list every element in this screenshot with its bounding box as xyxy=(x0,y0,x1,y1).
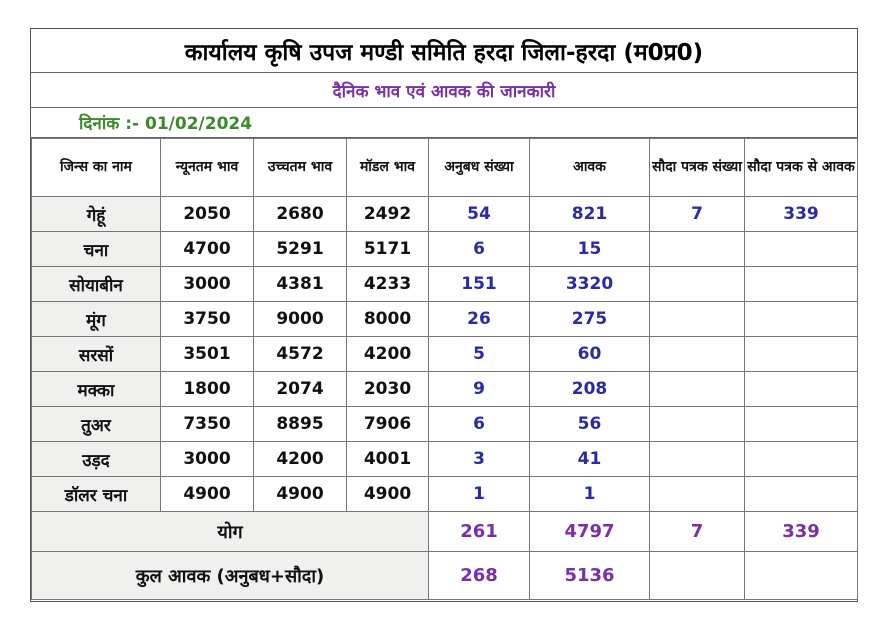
commodity-name: चना xyxy=(32,232,161,267)
min-price: 4900 xyxy=(161,477,254,512)
deal-arrival xyxy=(745,442,858,477)
table-row xyxy=(32,197,858,232)
total-label: योग xyxy=(32,512,429,552)
commodity-name: तुअर xyxy=(32,407,161,442)
min-price: 1800 xyxy=(161,372,254,407)
arrival-qty: 208 xyxy=(530,372,650,407)
deal-count: 7 xyxy=(650,197,745,232)
model-price: 4900 xyxy=(347,477,429,512)
deal-count xyxy=(650,232,745,267)
commodity-name: डॉलर चना xyxy=(32,477,161,512)
table-row xyxy=(32,407,858,442)
contracts-count: 6 xyxy=(429,407,530,442)
arrival-qty: 821 xyxy=(530,197,650,232)
min-price: 3000 xyxy=(161,267,254,302)
model-price: 5171 xyxy=(347,232,429,267)
deal-arrival xyxy=(745,337,858,372)
table-row xyxy=(32,302,858,337)
col-header-max-price: उच्चतम भाव xyxy=(254,139,347,197)
arrival-qty: 60 xyxy=(530,337,650,372)
deal-count xyxy=(650,407,745,442)
model-price: 2492 xyxy=(347,197,429,232)
max-price: 4381 xyxy=(254,267,347,302)
contracts-count: 6 xyxy=(429,232,530,267)
commodity-name: सोयाबीन xyxy=(32,267,161,302)
min-price: 3000 xyxy=(161,442,254,477)
table-row xyxy=(32,232,858,267)
deal-count xyxy=(650,337,745,372)
grand-total-arrival: 5136 xyxy=(530,552,650,600)
grand-total-row xyxy=(32,552,858,600)
contracts-count: 9 xyxy=(429,372,530,407)
grand-total-contracts: 268 xyxy=(429,552,530,600)
commodity-name: सरसों xyxy=(32,337,161,372)
total-deal-arrival: 339 xyxy=(745,512,858,552)
max-price: 5291 xyxy=(254,232,347,267)
page-title: कार्यालय कृषि उपज मण्डी समिति हरदा जिला-हरदा (म0प्र0) xyxy=(31,29,857,73)
deal-arrival xyxy=(745,372,858,407)
table-row xyxy=(32,372,858,407)
total-deal-count: 7 xyxy=(650,512,745,552)
arrival-qty: 56 xyxy=(530,407,650,442)
deal-arrival xyxy=(745,407,858,442)
contracts-count: 26 xyxy=(429,302,530,337)
contracts-count: 1 xyxy=(429,477,530,512)
grand-total-empty-cell xyxy=(745,552,858,600)
contracts-count: 54 xyxy=(429,197,530,232)
contracts-count: 5 xyxy=(429,337,530,372)
deal-arrival xyxy=(745,267,858,302)
max-price: 2074 xyxy=(254,372,347,407)
arrival-qty: 41 xyxy=(530,442,650,477)
arrival-qty: 3320 xyxy=(530,267,650,302)
commodity-name: मूंग xyxy=(32,302,161,337)
total-arrival: 4797 xyxy=(530,512,650,552)
report-date: दिनांक :- 01/02/2024 xyxy=(31,108,857,138)
model-price: 2030 xyxy=(347,372,429,407)
deal-count xyxy=(650,302,745,337)
contracts-count: 151 xyxy=(429,267,530,302)
page-subtitle: दैनिक भाव एवं आवक की जानकारी xyxy=(31,73,857,108)
commodity-name: उड़द xyxy=(32,442,161,477)
deal-arrival xyxy=(745,302,858,337)
col-header-min-price: न्यूनतम भाव xyxy=(161,139,254,197)
arrival-qty: 1 xyxy=(530,477,650,512)
deal-arrival xyxy=(745,477,858,512)
max-price: 8895 xyxy=(254,407,347,442)
col-header-deal-count: सौदा पत्रक संख्या xyxy=(650,139,745,197)
min-price: 2050 xyxy=(161,197,254,232)
model-price: 4200 xyxy=(347,337,429,372)
deal-arrival xyxy=(745,232,858,267)
mandi-rate-sheet xyxy=(30,28,858,602)
grand-total-empty-cell xyxy=(650,552,745,600)
deal-arrival: 339 xyxy=(745,197,858,232)
model-price: 4233 xyxy=(347,267,429,302)
contracts-count: 3 xyxy=(429,442,530,477)
col-header-model-price: मॉडल भाव xyxy=(347,139,429,197)
model-price: 8000 xyxy=(347,302,429,337)
model-price: 7906 xyxy=(347,407,429,442)
model-price: 4001 xyxy=(347,442,429,477)
col-header-deal-arrival: सौदा पत्रक से आवक xyxy=(745,139,858,197)
deal-count xyxy=(650,477,745,512)
deal-count xyxy=(650,442,745,477)
table-row xyxy=(32,442,858,477)
max-price: 9000 xyxy=(254,302,347,337)
rates-table xyxy=(31,138,858,600)
min-price: 3750 xyxy=(161,302,254,337)
grand-total-label: कुल आवक (अनुबध+सौदा) xyxy=(32,552,429,600)
max-price: 4900 xyxy=(254,477,347,512)
arrival-qty: 275 xyxy=(530,302,650,337)
max-price: 4200 xyxy=(254,442,347,477)
arrival-qty: 15 xyxy=(530,232,650,267)
min-price: 3501 xyxy=(161,337,254,372)
table-row xyxy=(32,477,858,512)
min-price: 4700 xyxy=(161,232,254,267)
col-header-contracts: अनुबध संख्या xyxy=(429,139,530,197)
table-header-row xyxy=(32,139,858,197)
table-row xyxy=(32,267,858,302)
deal-count xyxy=(650,372,745,407)
max-price: 2680 xyxy=(254,197,347,232)
col-header-commodity: जिन्स का नाम xyxy=(32,139,161,197)
commodity-name: गेहूं xyxy=(32,197,161,232)
min-price: 7350 xyxy=(161,407,254,442)
col-header-arrival: आवक xyxy=(530,139,650,197)
total-contracts: 261 xyxy=(429,512,530,552)
max-price: 4572 xyxy=(254,337,347,372)
total-row xyxy=(32,512,858,552)
deal-count xyxy=(650,267,745,302)
commodity-name: मक्का xyxy=(32,372,161,407)
table-row xyxy=(32,337,858,372)
